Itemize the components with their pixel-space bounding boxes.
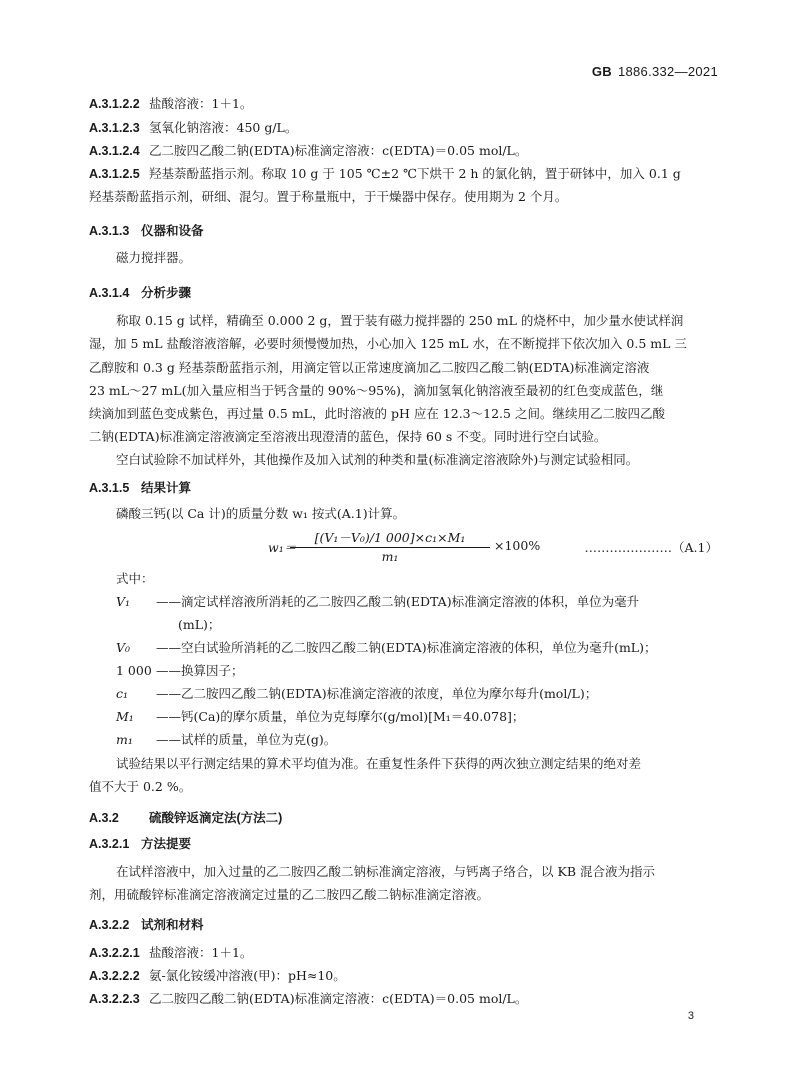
section-heading-a32 bbox=[89, 810, 282, 826]
item-a31225-continued: 羟基萘酚蓝指示剂，研细、混匀。置于称量瓶中，于干燥器中保存。使用期为 2 个月。 bbox=[89, 189, 568, 204]
definition-symbol: 1 000 bbox=[116, 663, 152, 678]
standard-prefix: GB bbox=[591, 64, 612, 79]
definition-c1 bbox=[116, 686, 597, 702]
formula-numerator: [(V₁－V₀)/1 000]×c₁×M₁ bbox=[290, 528, 490, 548]
definition-text: ——换算因子； bbox=[156, 663, 244, 678]
section-number: A.3.1.3 bbox=[89, 224, 130, 238]
paragraph-line: 在试样溶液中，加入过量的乙二胺四乙酸二钠标准滴定溶液，与钙离子络合，以 KB 混合液为指示 bbox=[116, 864, 655, 879]
paragraph-line: 称取 0.15 g 试样，精确至 0.000 2 g，置于装有磁力搅拌器的 250 mL 的烧杯中，加少量水使试样润 bbox=[116, 313, 684, 328]
item-text: 乙二胺四乙酸二钠(EDTA)标准滴定溶液：c(EDTA)＝0.05 mol/L。 bbox=[149, 991, 528, 1006]
definition-symbol: V₀ bbox=[116, 640, 131, 655]
item-number: A.3.1.2.4 bbox=[89, 144, 140, 158]
item-number: A.3.2.2.3 bbox=[89, 992, 140, 1006]
section-heading-a321 bbox=[89, 836, 191, 852]
item-a31225 bbox=[89, 166, 681, 182]
definition-symbol: M₁ bbox=[116, 709, 134, 724]
formula-lhs: w₁＝ bbox=[268, 540, 297, 555]
section-title: 试剂和材料 bbox=[141, 918, 204, 932]
section-number: A.3.1.5 bbox=[89, 481, 130, 495]
item-a32223 bbox=[89, 991, 527, 1007]
standard-number bbox=[592, 64, 718, 79]
item-text: 乙二胺四乙酸二钠(EDTA)标准滴定溶液：c(EDTA)＝0.05 mol/L。 bbox=[149, 143, 528, 158]
formula-a1 bbox=[268, 528, 718, 564]
section-number: A.3.2.1 bbox=[89, 837, 130, 851]
item-number: A.3.1.2.2 bbox=[89, 97, 140, 111]
definition-v1 bbox=[116, 594, 639, 610]
definition-symbol: V₁ bbox=[116, 594, 131, 609]
paragraph-line: 空白试验除不加试样外，其他操作及加入试剂的种类和量(标准滴定溶液除外)与测定试验相同。 bbox=[116, 452, 639, 467]
paragraph: 磁力搅拌器。 bbox=[116, 250, 192, 265]
paragraph-line: 剂，用硫酸锌标准滴定溶液滴定过量的乙二胺四乙酸二钠标准滴定溶液。 bbox=[89, 887, 490, 902]
item-a32222 bbox=[89, 968, 346, 984]
definition-v1-continued: (mL)； bbox=[178, 617, 221, 632]
item-number: A.3.1.2.5 bbox=[89, 167, 140, 181]
item-text: 盐酸溶液：1＋1。 bbox=[149, 945, 253, 960]
item-text: 盐酸溶液：1＋1。 bbox=[149, 96, 253, 111]
section-number: A.3.2.2 bbox=[89, 918, 130, 932]
item-a31222 bbox=[89, 96, 252, 112]
item-number: A.3.1.2.3 bbox=[89, 121, 140, 135]
item-number: A.3.2.2.2 bbox=[89, 969, 140, 983]
result-line: 值不大于 0.2 %。 bbox=[89, 779, 192, 794]
result-line: 试验结果以平行测定结果的算术平均值为准。在重复性条件下获得的两次独立测定结果的绝对差 bbox=[116, 756, 642, 771]
definition-1000 bbox=[116, 663, 244, 679]
item-a32221 bbox=[89, 945, 252, 961]
definition-m1-mass bbox=[116, 732, 336, 748]
section-title: 方法提要 bbox=[141, 837, 192, 851]
paragraph-line: 湿，加 5 mL 盐酸溶液溶解，必要时须慢慢加热，小心加入 125 mL 水，在不断搅拌下依次加入 0.5 mL 三 bbox=[89, 336, 687, 351]
paragraph-line: 二钠(EDTA)标准滴定溶液滴定至溶液出现澄清的蓝色，保持 60 s 不变。同时进行空白试验。 bbox=[89, 429, 607, 444]
section-title: 分析步骤 bbox=[141, 286, 192, 300]
paragraph-line: 23 mL～27 mL(加入量应相当于钙含量的 90%～95%)，滴加氢氧化钠溶液至最初的红色变成蓝色，继 bbox=[89, 383, 664, 398]
definition-text: ——乙二胺四乙酸二钠(EDTA)标准滴定溶液的浓度，单位为摩尔每升(mol/L)； bbox=[156, 686, 598, 701]
formula-denominator: m₁ bbox=[381, 549, 399, 564]
section-title: 硫酸锌返滴定法(方法二) bbox=[149, 811, 283, 825]
definition-symbol: c₁ bbox=[116, 686, 129, 701]
section-number: A.3.1.4 bbox=[89, 286, 130, 300]
paragraph-line: 续滴加到蓝色变成紫色，再过量 0.5 mL，此时溶液的 pH 应在 12.3～12.5 之间。继续用乙二胺四乙酸 bbox=[89, 406, 665, 421]
item-a31223 bbox=[89, 120, 297, 136]
item-text: 羟基萘酚蓝指示剂。称取 10 g 于 105 ℃±2 ℃下烘干 2 h 的氯化钠，置于研钵中，加入 0.1 g bbox=[149, 166, 681, 181]
definition-text: ——试样的质量，单位为克(g)。 bbox=[156, 732, 337, 747]
section-title: 仪器和设备 bbox=[141, 224, 204, 238]
formula-tail: ×100% bbox=[494, 538, 541, 553]
where-label: 式中： bbox=[116, 571, 154, 586]
item-text: 氨-氯化铵缓冲溶液(甲)：pH≈10。 bbox=[149, 968, 346, 983]
section-heading-a314 bbox=[89, 285, 191, 301]
definition-v0 bbox=[116, 640, 657, 656]
definition-text: ——钙(Ca)的摩尔质量，单位为克每摩尔(g/mol)[M₁＝40.078]； bbox=[156, 709, 525, 724]
item-number: A.3.2.2.1 bbox=[89, 946, 140, 960]
definition-text: ——空白试验所消耗的乙二胺四乙酸二钠(EDTA)标准滴定溶液的体积，单位为毫升(mL)； bbox=[156, 640, 657, 655]
definition-m1-molar bbox=[116, 709, 524, 725]
formula-fraction bbox=[290, 528, 490, 564]
equation-label: …………………（A.1） bbox=[584, 540, 718, 555]
section-number: A.3.2 bbox=[89, 811, 119, 825]
page-number: 3 bbox=[687, 1010, 694, 1022]
section-heading-a322 bbox=[89, 917, 204, 933]
formula-intro: 磷酸三钙(以 Ca 计)的质量分数 w₁ 按式(A.1)计算。 bbox=[116, 506, 406, 521]
definition-symbol: m₁ bbox=[116, 732, 133, 747]
section-heading-a315 bbox=[89, 480, 191, 496]
standard-code: 1886.332—2021 bbox=[617, 64, 718, 79]
section-title: 结果计算 bbox=[141, 481, 192, 495]
item-a31224 bbox=[89, 143, 527, 159]
paragraph-line: 乙醇胺和 0.3 g 羟基萘酚蓝指示剂，用滴定管以正常速度滴加乙二胺四乙酸二钠(EDTA)标准滴定溶液 bbox=[89, 360, 650, 375]
definition-text: ——滴定试样溶液所消耗的乙二胺四乙酸二钠(EDTA)标准滴定溶液的体积，单位为毫升 bbox=[156, 594, 640, 609]
item-text: 氢氧化钠溶液：450 g/L。 bbox=[149, 120, 298, 135]
section-heading-a313 bbox=[89, 223, 204, 239]
